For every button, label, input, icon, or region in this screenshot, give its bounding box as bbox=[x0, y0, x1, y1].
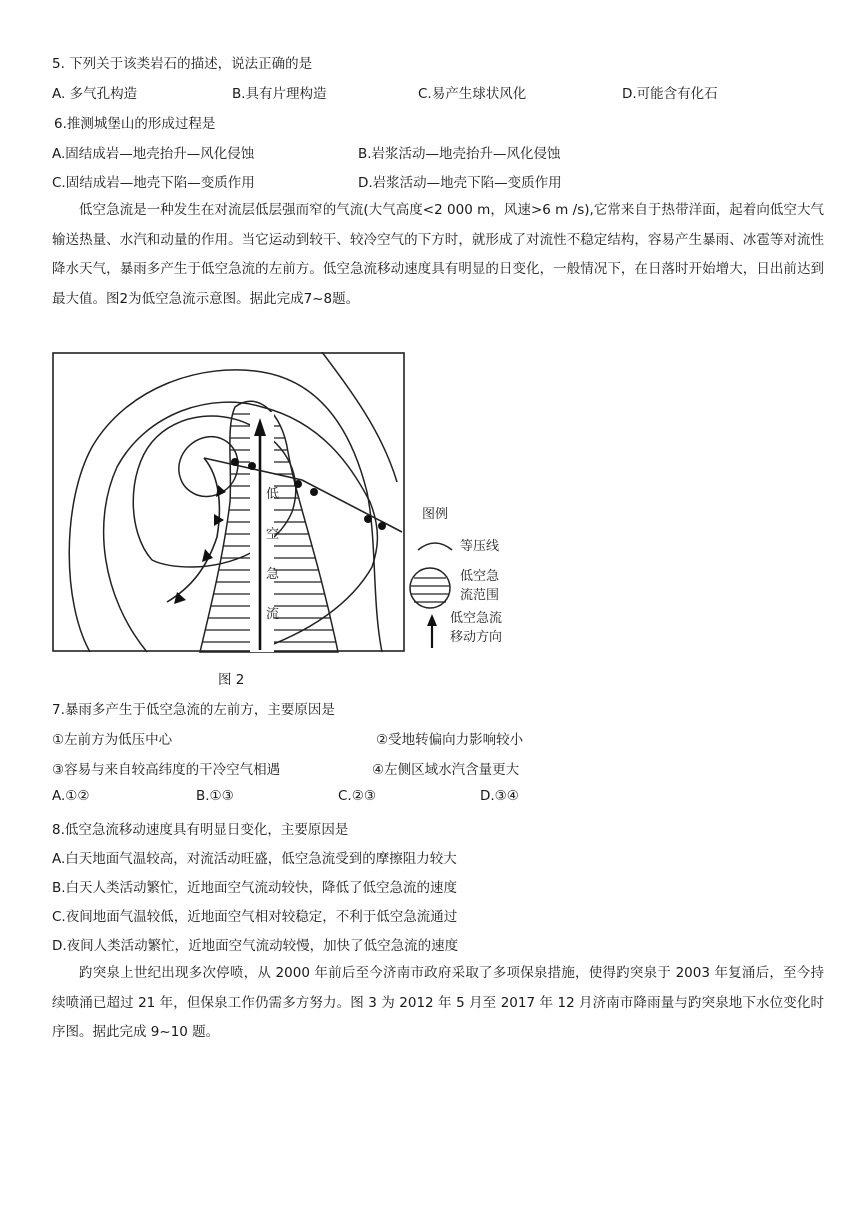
q7-option-d: D.③④ bbox=[480, 788, 519, 804]
q5-option-a: A. 多气孔构造 bbox=[52, 86, 138, 102]
legend-jet-range-label-2: 流范围 bbox=[460, 588, 500, 603]
q5-option-d: D.可能含有化石 bbox=[622, 86, 718, 102]
legend-isobar-symbol bbox=[418, 543, 452, 550]
q7-option-a: A.①② bbox=[52, 788, 90, 804]
q6-option-b: B.岩浆活动—地壳抬升—风化侵蚀 bbox=[358, 146, 561, 162]
q8-stem: 8.低空急流移动速度具有明显日变化，主要原因是 bbox=[52, 822, 349, 838]
q7-option-b: B.①③ bbox=[196, 788, 234, 804]
q5-option-c: C.易产生球状风化 bbox=[418, 86, 527, 102]
q8-option-b: B.白天人类活动繁忙，近地面空气流动较快，降低了低空急流的速度 bbox=[52, 880, 458, 896]
q6-option-c: C.固结成岩—地壳下陷—变质作用 bbox=[52, 175, 255, 191]
q7-statement-3: ③容易与来自较高纬度的干冷空气相遇 bbox=[52, 762, 281, 778]
warm-front-line bbox=[204, 458, 402, 532]
passage-low-level-jet: 低空急流是一种发生在对流层低层强而窄的气流(大气高度<2 000 m，风速>6 m /s),它常来自于热带洋面，起着向低空大气输送热量、水汽和动量的作用。当它运动到较干、较冷空气的下方时，就形成了对流性不稳定结构，容易产生暴雨、冰雹等对流性降水天气，暴雨多产生于低空急流的左前方。低空急流移动速度具有明显的日变化，一般情况下，在日落时开始增大，日出前达到最大值。图2为低空急流示意图。据此完成7~8题。 bbox=[52, 202, 824, 307]
legend-jet-range-label-1: 低空急 bbox=[460, 569, 500, 584]
q8-option-a: A.白天地面气温较高，对流活动旺盛，低空急流受到的摩擦阻力较大 bbox=[52, 851, 457, 867]
legend-title: 图例 bbox=[422, 507, 449, 522]
cold-front-line bbox=[167, 458, 219, 602]
q8-option-c: C.夜间地面气温较低，近地面空气相对较稳定，不利于低空急流通过 bbox=[52, 909, 458, 925]
jet-label-char-1: 低 bbox=[266, 487, 280, 502]
jet-label-char-4: 流 bbox=[266, 607, 280, 622]
q6-stem: 6.推测城堡山的形成过程是 bbox=[54, 116, 216, 132]
isobar-second bbox=[104, 402, 378, 652]
q5-stem: 5. 下列关于该类岩石的描述，说法正确的是 bbox=[52, 56, 313, 72]
figure-2-low-level-jet-diagram bbox=[52, 352, 522, 657]
q7-statement-2: ②受地转偏向力影响较小 bbox=[376, 732, 524, 748]
legend-direction-label-1: 低空急流 bbox=[450, 611, 503, 626]
legend-direction-label-2: 移动方向 bbox=[450, 630, 503, 645]
q5-option-b: B.具有片理构造 bbox=[232, 86, 327, 102]
q6-option-a: A.固结成岩—地壳抬升—风化侵蚀 bbox=[52, 146, 255, 162]
q7-stem: 7.暴雨多产生于低空急流的左前方，主要原因是 bbox=[52, 702, 335, 718]
jet-label-char-2: 空 bbox=[266, 527, 280, 542]
isobars bbox=[69, 352, 397, 652]
q7-statement-4: ④左侧区域水汽含量更大 bbox=[372, 762, 520, 778]
isobar-right-top bbox=[322, 352, 397, 482]
q8-option-d: D.夜间人类活动繁忙，近地面空气流动较慢，加快了低空急流的速度 bbox=[52, 938, 459, 954]
passage-baotu-spring: 趵突泉上世纪出现多次停喷，从 2000 年前后至今济南市政府采取了多项保泉措施，使得趵突泉于 2003 年复涌后，至今持续喷涌已超过 21 年，但保泉工作仍需多方努力。图 3 为 2012 年 5 月至 2017 年 12 月济南市降雨量与趵突泉地下水位变化时序图。据此完成 9~10 题。 bbox=[52, 965, 824, 1040]
jet-label-char-3: 急 bbox=[266, 567, 280, 582]
q7-option-c: C.②③ bbox=[338, 788, 376, 804]
legend-direction-arrowhead bbox=[427, 614, 437, 626]
isobar-inner bbox=[179, 437, 238, 497]
q6-option-d: D.岩浆活动—地壳下陷—变质作用 bbox=[358, 175, 562, 191]
cold-front-markers bbox=[174, 485, 226, 604]
q7-statement-1: ①左前方为低压中心 bbox=[52, 732, 173, 748]
legend bbox=[410, 507, 502, 648]
figure-2-caption: 图 2 bbox=[218, 672, 245, 688]
legend-isobar-label: 等压线 bbox=[460, 539, 500, 554]
